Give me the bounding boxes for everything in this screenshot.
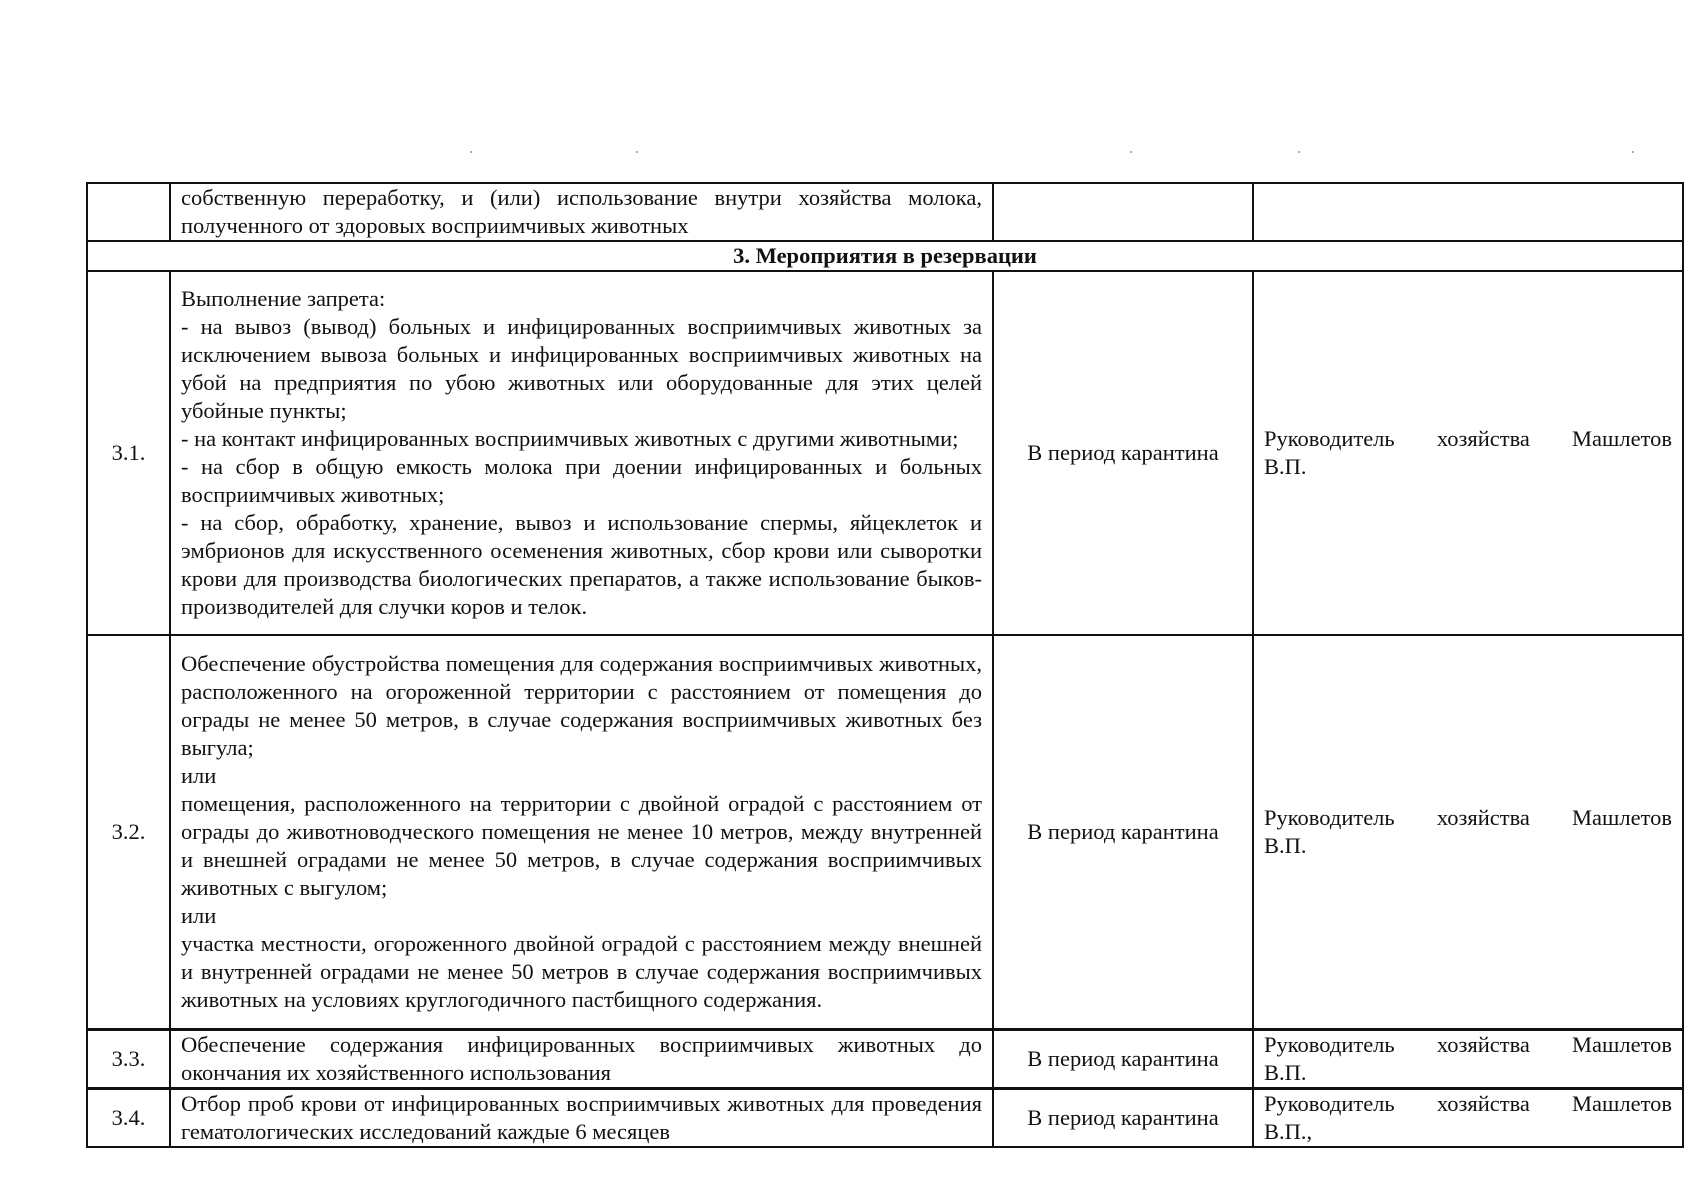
desc-paragraph: участка местности, огороженного двойной оградой с расстоянием между внешней и внутренней оградами не менее 50 метров в случае содержания восприимчивых животных на условиях круглогодичного пастбищного содержания. <box>181 930 982 1012</box>
resp-cell <box>1253 635 1683 1029</box>
resp-word: Руководитель <box>1264 804 1395 830</box>
desc-cell <box>170 635 993 1029</box>
resp-cell <box>1253 183 1683 241</box>
resp-word: хозяйства <box>1436 426 1530 451</box>
scan-speck <box>1130 151 1132 153</box>
responsible-name-line <box>1264 1031 1672 1059</box>
row-number: 3.1. <box>87 271 170 635</box>
responsible-name-line <box>1264 425 1672 453</box>
resp-cell <box>1253 1088 1683 1147</box>
scan-speck <box>1298 151 1300 153</box>
scan-speck <box>636 151 638 153</box>
scan-speck <box>1632 151 1634 153</box>
table-row <box>87 1088 1683 1147</box>
row-number: 3.4. <box>87 1088 170 1147</box>
desc-paragraph: или <box>181 902 217 928</box>
resp-word: Руководитель <box>1264 1031 1395 1057</box>
resp-cell <box>1253 271 1683 635</box>
resp-word: Машлетов <box>1572 1090 1672 1116</box>
section-row <box>87 241 1683 271</box>
resp-word: хозяйства <box>1436 804 1530 830</box>
desc-paragraph: - на сбор в общую емкость молока при доении инфицированных и больных восприимчивых животных; <box>181 454 982 507</box>
desc-paragraph: - на вывоз (вывод) больных и инфицированных восприимчивых животных за исключением вывоза больных и инфицированных восприимчивых животных на убой на предприятия по убою животных или оборудованные для этих целей убойные пункты; <box>181 314 982 423</box>
desc-paragraph: или <box>181 762 217 788</box>
table-row <box>87 271 1683 635</box>
desc-paragraph: - на сбор, обработку, хранение, вывоз и использование спермы, яйцеклеток и эмбрионов для искусственного осеменения животных, сбор крови или сыворотки крови для производства биологических препаратов, а также использование быков-производителей для случки коров и телок. <box>181 510 982 619</box>
term-cell: В период карантина <box>993 271 1253 635</box>
resp-word: Руководитель <box>1264 426 1395 451</box>
row-number: 3.2. <box>87 635 170 1029</box>
desc-line: полученного от здоровых восприимчивых животных <box>181 213 689 238</box>
desc-cell <box>170 1029 993 1088</box>
section-title: 3. Мероприятия в резервации <box>87 241 1683 271</box>
scan-speck <box>470 151 472 153</box>
table-row <box>87 183 1683 241</box>
resp-word: Машлетов <box>1572 804 1672 830</box>
desc-paragraph: Отбор проб крови от инфицированных восприимчивых животных для проведения гематологических исследований каждые 6 месяцев <box>181 1090 982 1144</box>
responsible-initials: В.П., <box>1264 1118 1313 1144</box>
table-row <box>87 635 1683 1029</box>
table-row <box>87 1029 1683 1088</box>
desc-cell <box>170 271 993 635</box>
desc-paragraph: помещения, расположенного на территории с двойной оградой с расстоянием от ограды до животноводческого помещения не менее 10 метров, между внутренней и внешней оградами не менее 50 метров, в случае содержания восприимчивых животных с выгулом; <box>181 790 982 900</box>
scan-specks <box>0 151 1697 155</box>
row-number: 3.3. <box>87 1029 170 1088</box>
resp-word: Машлетов <box>1572 1031 1672 1057</box>
resp-cell <box>1253 1029 1683 1088</box>
term-cell <box>993 183 1253 241</box>
resp-word: хозяйства <box>1436 1090 1530 1116</box>
responsible-name-line <box>1264 1090 1672 1118</box>
responsible-initials: В.П. <box>1264 454 1307 479</box>
responsible-initials: В.П. <box>1264 832 1307 858</box>
resp-word: Машлетов <box>1572 426 1672 451</box>
responsible-initials: В.П. <box>1264 1059 1307 1085</box>
desc-line: собственную переработку, и (или) использование внутри хозяйства молока, <box>181 185 982 210</box>
num-cell <box>87 183 170 241</box>
desc-paragraph: Обеспечение обустройства помещения для содержания восприимчивых животных, расположенного на огороженной территории с расстоянием от помещения до ограды не менее 50 метров, в случае содержания восприимчивых животных без выгула; <box>181 650 982 760</box>
term-cell: В период карантина <box>993 1029 1253 1088</box>
measures-table <box>86 182 1684 1148</box>
responsible-name-line <box>1264 804 1672 832</box>
desc-cell <box>170 183 993 241</box>
term-cell: В период карантина <box>993 635 1253 1029</box>
desc-paragraph: Обеспечение содержания инфицированных восприимчивых животных до окончания их хозяйственного использования <box>181 1031 982 1085</box>
resp-word: Руководитель <box>1264 1090 1395 1116</box>
desc-paragraph: - на контакт инфицированных восприимчивых животных с другими животными; <box>181 426 959 451</box>
desc-paragraph: Выполнение запрета: <box>181 286 386 311</box>
term-cell: В период карантина <box>993 1088 1253 1147</box>
resp-word: хозяйства <box>1436 1031 1530 1057</box>
desc-cell <box>170 1088 993 1147</box>
